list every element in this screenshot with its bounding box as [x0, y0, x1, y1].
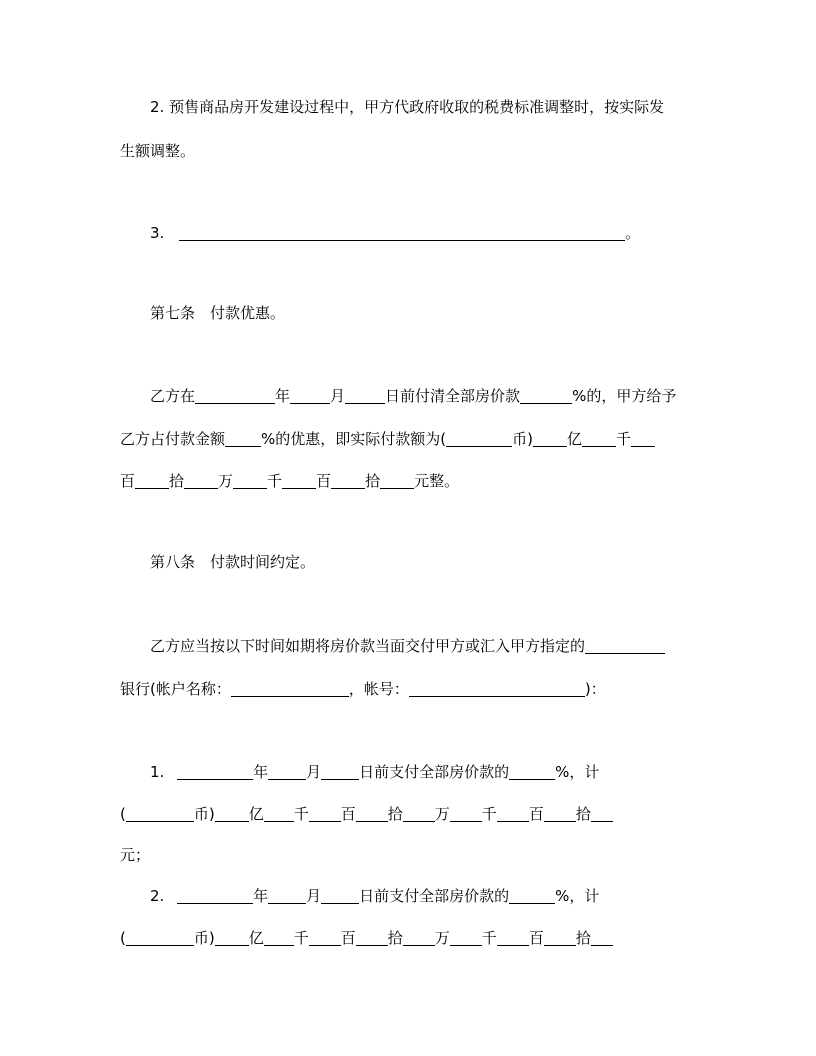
yuan-blank[interactable]	[591, 927, 613, 946]
text-segment: %，计	[555, 763, 600, 781]
text-segment: 千	[293, 929, 309, 947]
clause-3-blank[interactable]	[179, 222, 625, 241]
year-blank[interactable]	[177, 761, 253, 780]
text-segment: %的，甲方给予	[572, 387, 677, 405]
article-8-heading	[150, 550, 698, 574]
qian-blank[interactable]	[264, 803, 294, 822]
currency-blank[interactable]	[446, 428, 512, 447]
percent-blank[interactable]	[509, 885, 555, 904]
text-segment: 百	[316, 472, 332, 490]
shi-blank-2[interactable]	[544, 803, 576, 822]
percent-blank[interactable]	[520, 385, 572, 404]
text-segment: 拾	[387, 805, 403, 823]
qian-blank-2[interactable]	[450, 803, 482, 822]
year-blank[interactable]	[195, 385, 275, 404]
bai-blank[interactable]	[631, 428, 655, 447]
clause-3-number: 3.	[150, 224, 165, 242]
text-segment: 万	[218, 472, 234, 490]
item-number: 2.	[150, 887, 165, 905]
qian-blank-2[interactable]	[233, 470, 267, 489]
text-segment: 万	[434, 805, 450, 823]
text-segment: 元；	[120, 846, 151, 864]
article-7-title: 第七条 付款优惠。	[150, 304, 286, 322]
text-segment: 百	[340, 929, 356, 947]
currency-blank[interactable]	[126, 803, 194, 822]
text-segment: 百	[528, 929, 544, 947]
text-segment: 百	[120, 472, 136, 490]
qian-blank-2[interactable]	[450, 927, 482, 946]
month-blank[interactable]	[268, 885, 306, 904]
payment-item-2-line-1	[150, 884, 698, 908]
percent-blank[interactable]	[509, 761, 555, 780]
text-segment: (	[120, 929, 126, 947]
yi-blank[interactable]	[215, 803, 249, 822]
text-segment: )：	[584, 680, 606, 698]
wan-blank[interactable]	[403, 803, 435, 822]
shi-blank-2[interactable]	[331, 470, 365, 489]
payment-item-2-line-2	[120, 926, 698, 950]
text-segment: 千	[293, 805, 309, 823]
bank-name-blank[interactable]	[585, 635, 665, 654]
text-segment: 百	[340, 805, 356, 823]
text-segment: 千	[481, 929, 497, 947]
qian-blank[interactable]	[582, 428, 616, 447]
day-blank[interactable]	[321, 761, 359, 780]
payment-item-1-line-3	[120, 843, 698, 867]
yuan-blank[interactable]	[380, 470, 414, 489]
bai-blank-2[interactable]	[497, 927, 529, 946]
text-segment: 月	[306, 763, 322, 781]
text-segment: 币)	[193, 929, 215, 947]
clause-3-line	[150, 221, 698, 245]
bai-blank[interactable]	[309, 803, 341, 822]
clause-2-text: 2. 预售商品房开发建设过程中，甲方代政府收取的税费标准调整时，按实际发	[150, 98, 665, 116]
bai-blank-2[interactable]	[282, 470, 316, 489]
day-blank[interactable]	[321, 885, 359, 904]
article-8-line-1	[150, 634, 698, 658]
text-segment: 乙方在	[150, 387, 196, 405]
text-segment: 拾	[575, 805, 591, 823]
currency-blank[interactable]	[126, 927, 194, 946]
discount-percent-blank[interactable]	[225, 428, 261, 447]
text-segment: 亿	[248, 929, 264, 947]
text-segment: 日前支付全部房价款的	[359, 763, 510, 781]
account-name-blank[interactable]	[231, 678, 349, 697]
month-blank[interactable]	[268, 761, 306, 780]
text-segment: 乙方应当按以下时间如期将房价款当面交付甲方或汇入甲方指定的	[150, 637, 586, 655]
text-segment: 拾	[365, 472, 381, 490]
text-segment: 元整。	[414, 472, 460, 490]
text-segment: 万	[434, 929, 450, 947]
yuan-blank[interactable]	[591, 803, 613, 822]
text-segment: 币)	[193, 805, 215, 823]
article-7-heading	[150, 301, 698, 325]
text-segment: 年	[253, 887, 269, 905]
article-7-line-2	[120, 427, 698, 451]
text-segment: 月	[330, 387, 346, 405]
shi-blank[interactable]	[356, 803, 388, 822]
clause-3-period: 。	[625, 224, 641, 242]
text-segment: (	[120, 805, 126, 823]
text-segment: ，帐号：	[348, 680, 409, 698]
text-segment: 千	[267, 472, 283, 490]
clause-2-line-2	[120, 139, 698, 163]
text-segment: 亿	[248, 805, 264, 823]
qian-blank[interactable]	[264, 927, 294, 946]
year-blank[interactable]	[177, 885, 253, 904]
text-segment: 亿	[566, 430, 582, 448]
text-segment: 百	[528, 805, 544, 823]
text-segment: %的优惠，即实际付款额为(	[261, 430, 447, 448]
bai-blank-2[interactable]	[497, 803, 529, 822]
yi-blank[interactable]	[533, 428, 567, 447]
clause-2-line-1	[150, 95, 698, 119]
day-blank[interactable]	[345, 385, 385, 404]
text-segment: 拾	[387, 929, 403, 947]
text-segment: 日前支付全部房价款的	[359, 887, 510, 905]
text-segment: 拾	[575, 929, 591, 947]
text-segment: 日前付清全部房价款	[385, 387, 521, 405]
text-segment: 年	[253, 763, 269, 781]
text-segment: 拾	[169, 472, 185, 490]
article-7-line-1	[150, 384, 698, 408]
payment-item-1-line-2	[120, 802, 698, 826]
item-number: 1.	[150, 763, 165, 781]
account-number-blank[interactable]	[409, 678, 585, 697]
yi-blank[interactable]	[215, 927, 249, 946]
payment-item-1-line-1	[150, 760, 698, 784]
text-segment: 币)	[512, 430, 533, 448]
article-8-line-2	[120, 677, 698, 701]
shi-blank[interactable]	[135, 470, 169, 489]
text-segment: %，计	[555, 887, 600, 905]
bai-blank[interactable]	[309, 927, 341, 946]
wan-blank[interactable]	[184, 470, 218, 489]
text-segment: 千	[481, 805, 497, 823]
article-8-title: 第八条 付款时间约定。	[150, 553, 316, 571]
article-7-line-3	[120, 469, 698, 493]
text-segment: 千	[616, 430, 632, 448]
text-segment: 乙方占付款金额	[120, 430, 226, 448]
wan-blank[interactable]	[403, 927, 435, 946]
text-segment: 年	[275, 387, 291, 405]
shi-blank[interactable]	[356, 927, 388, 946]
clause-2-text-cont: 生额调整。	[120, 142, 196, 160]
text-segment: 月	[306, 887, 322, 905]
text-segment: 银行(帐户名称：	[120, 680, 231, 698]
shi-blank-2[interactable]	[544, 927, 576, 946]
month-blank[interactable]	[290, 385, 330, 404]
